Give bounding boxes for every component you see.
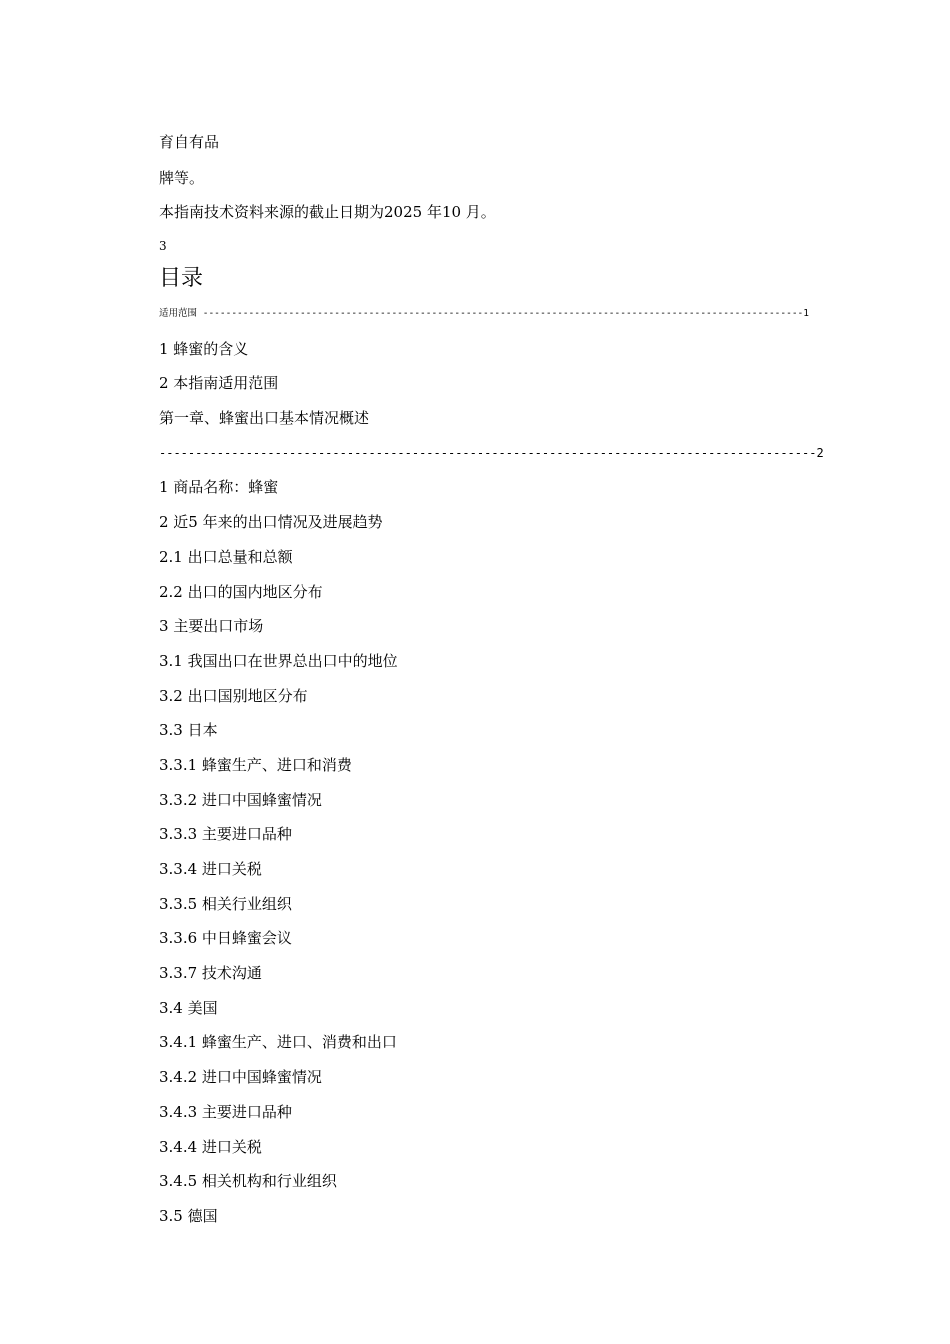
toc-entry[interactable]: 第一章、蜂蜜出口基本情况概述 bbox=[159, 409, 370, 428]
toc-entry[interactable]: 3.3.5 相关行业组织 bbox=[159, 894, 292, 913]
toc-entry[interactable]: 3.3.2 进口中国蜂蜜情况 bbox=[159, 790, 322, 809]
toc-entry[interactable]: 3.3.3 主要进口品种 bbox=[159, 825, 292, 844]
page-number: 3 bbox=[159, 239, 167, 253]
toc-entry[interactable]: 3.5 德国 bbox=[159, 1206, 218, 1225]
intro-line-1: 育自有品 bbox=[159, 133, 220, 151]
toc-entry[interactable]: 2.2 出口的国内地区分布 bbox=[159, 582, 323, 601]
toc-entry[interactable]: 3.4.4 进口关税 bbox=[159, 1137, 262, 1156]
toc-entry[interactable]: 3 主要出口市场 bbox=[159, 617, 264, 636]
toc-entry[interactable]: 3.4.2 进口中国蜂蜜情况 bbox=[159, 1068, 322, 1087]
toc-entry[interactable]: 2 本指南适用范围 bbox=[159, 374, 279, 393]
toc-entry[interactable]: 3.1 我国出口在世界总出口中的地位 bbox=[159, 651, 398, 670]
toc-entry[interactable]: 2.1 出口总量和总额 bbox=[159, 547, 293, 566]
toc-list bbox=[159, 304, 839, 1241]
toc-entry[interactable]: 1 商品名称：蜂蜜 bbox=[159, 478, 279, 497]
toc-entry[interactable]: -------------------------------------------------------------------------------------------2 bbox=[159, 445, 824, 460]
toc-entry[interactable]: 3.3.4 进口关税 bbox=[159, 860, 262, 878]
toc-entry[interactable]: 3.4.1 蜂蜜生产、进口、消费和出口 bbox=[159, 1033, 397, 1052]
toc-entry[interactable]: 3.3.6 中日蜂蜜会议 bbox=[159, 929, 292, 948]
toc-entry[interactable]: 适用范围 ---------------------------------------------------------------------------------------------------------1 bbox=[159, 308, 809, 319]
toc-entry[interactable]: 3.3.1 蜂蜜生产、进口和消费 bbox=[159, 755, 352, 774]
toc-entry[interactable]: 3.4 美国 bbox=[159, 998, 218, 1017]
toc-entry[interactable]: 3.2 出口国别地区分布 bbox=[159, 686, 308, 705]
toc-entry[interactable]: 3.4.5 相关机构和行业组织 bbox=[159, 1172, 337, 1191]
intro-line-2: 牌等。 bbox=[159, 169, 205, 187]
intro-line-3: 本指南技术资料来源的截止日期为2025 年10 月。 bbox=[159, 203, 496, 221]
toc-entry[interactable]: 2 近5 年来的出口情况及进展趋势 bbox=[159, 513, 383, 532]
toc-entry[interactable]: 3.4.3 主要进口品种 bbox=[159, 1102, 292, 1121]
toc-entry[interactable]: 1 蜂蜜的含义 bbox=[159, 339, 249, 358]
toc-title: 目录 bbox=[159, 266, 204, 291]
toc-entry[interactable]: 3.3.7 技术沟通 bbox=[159, 964, 262, 983]
toc-entry[interactable]: 3.3 日本 bbox=[159, 721, 218, 740]
